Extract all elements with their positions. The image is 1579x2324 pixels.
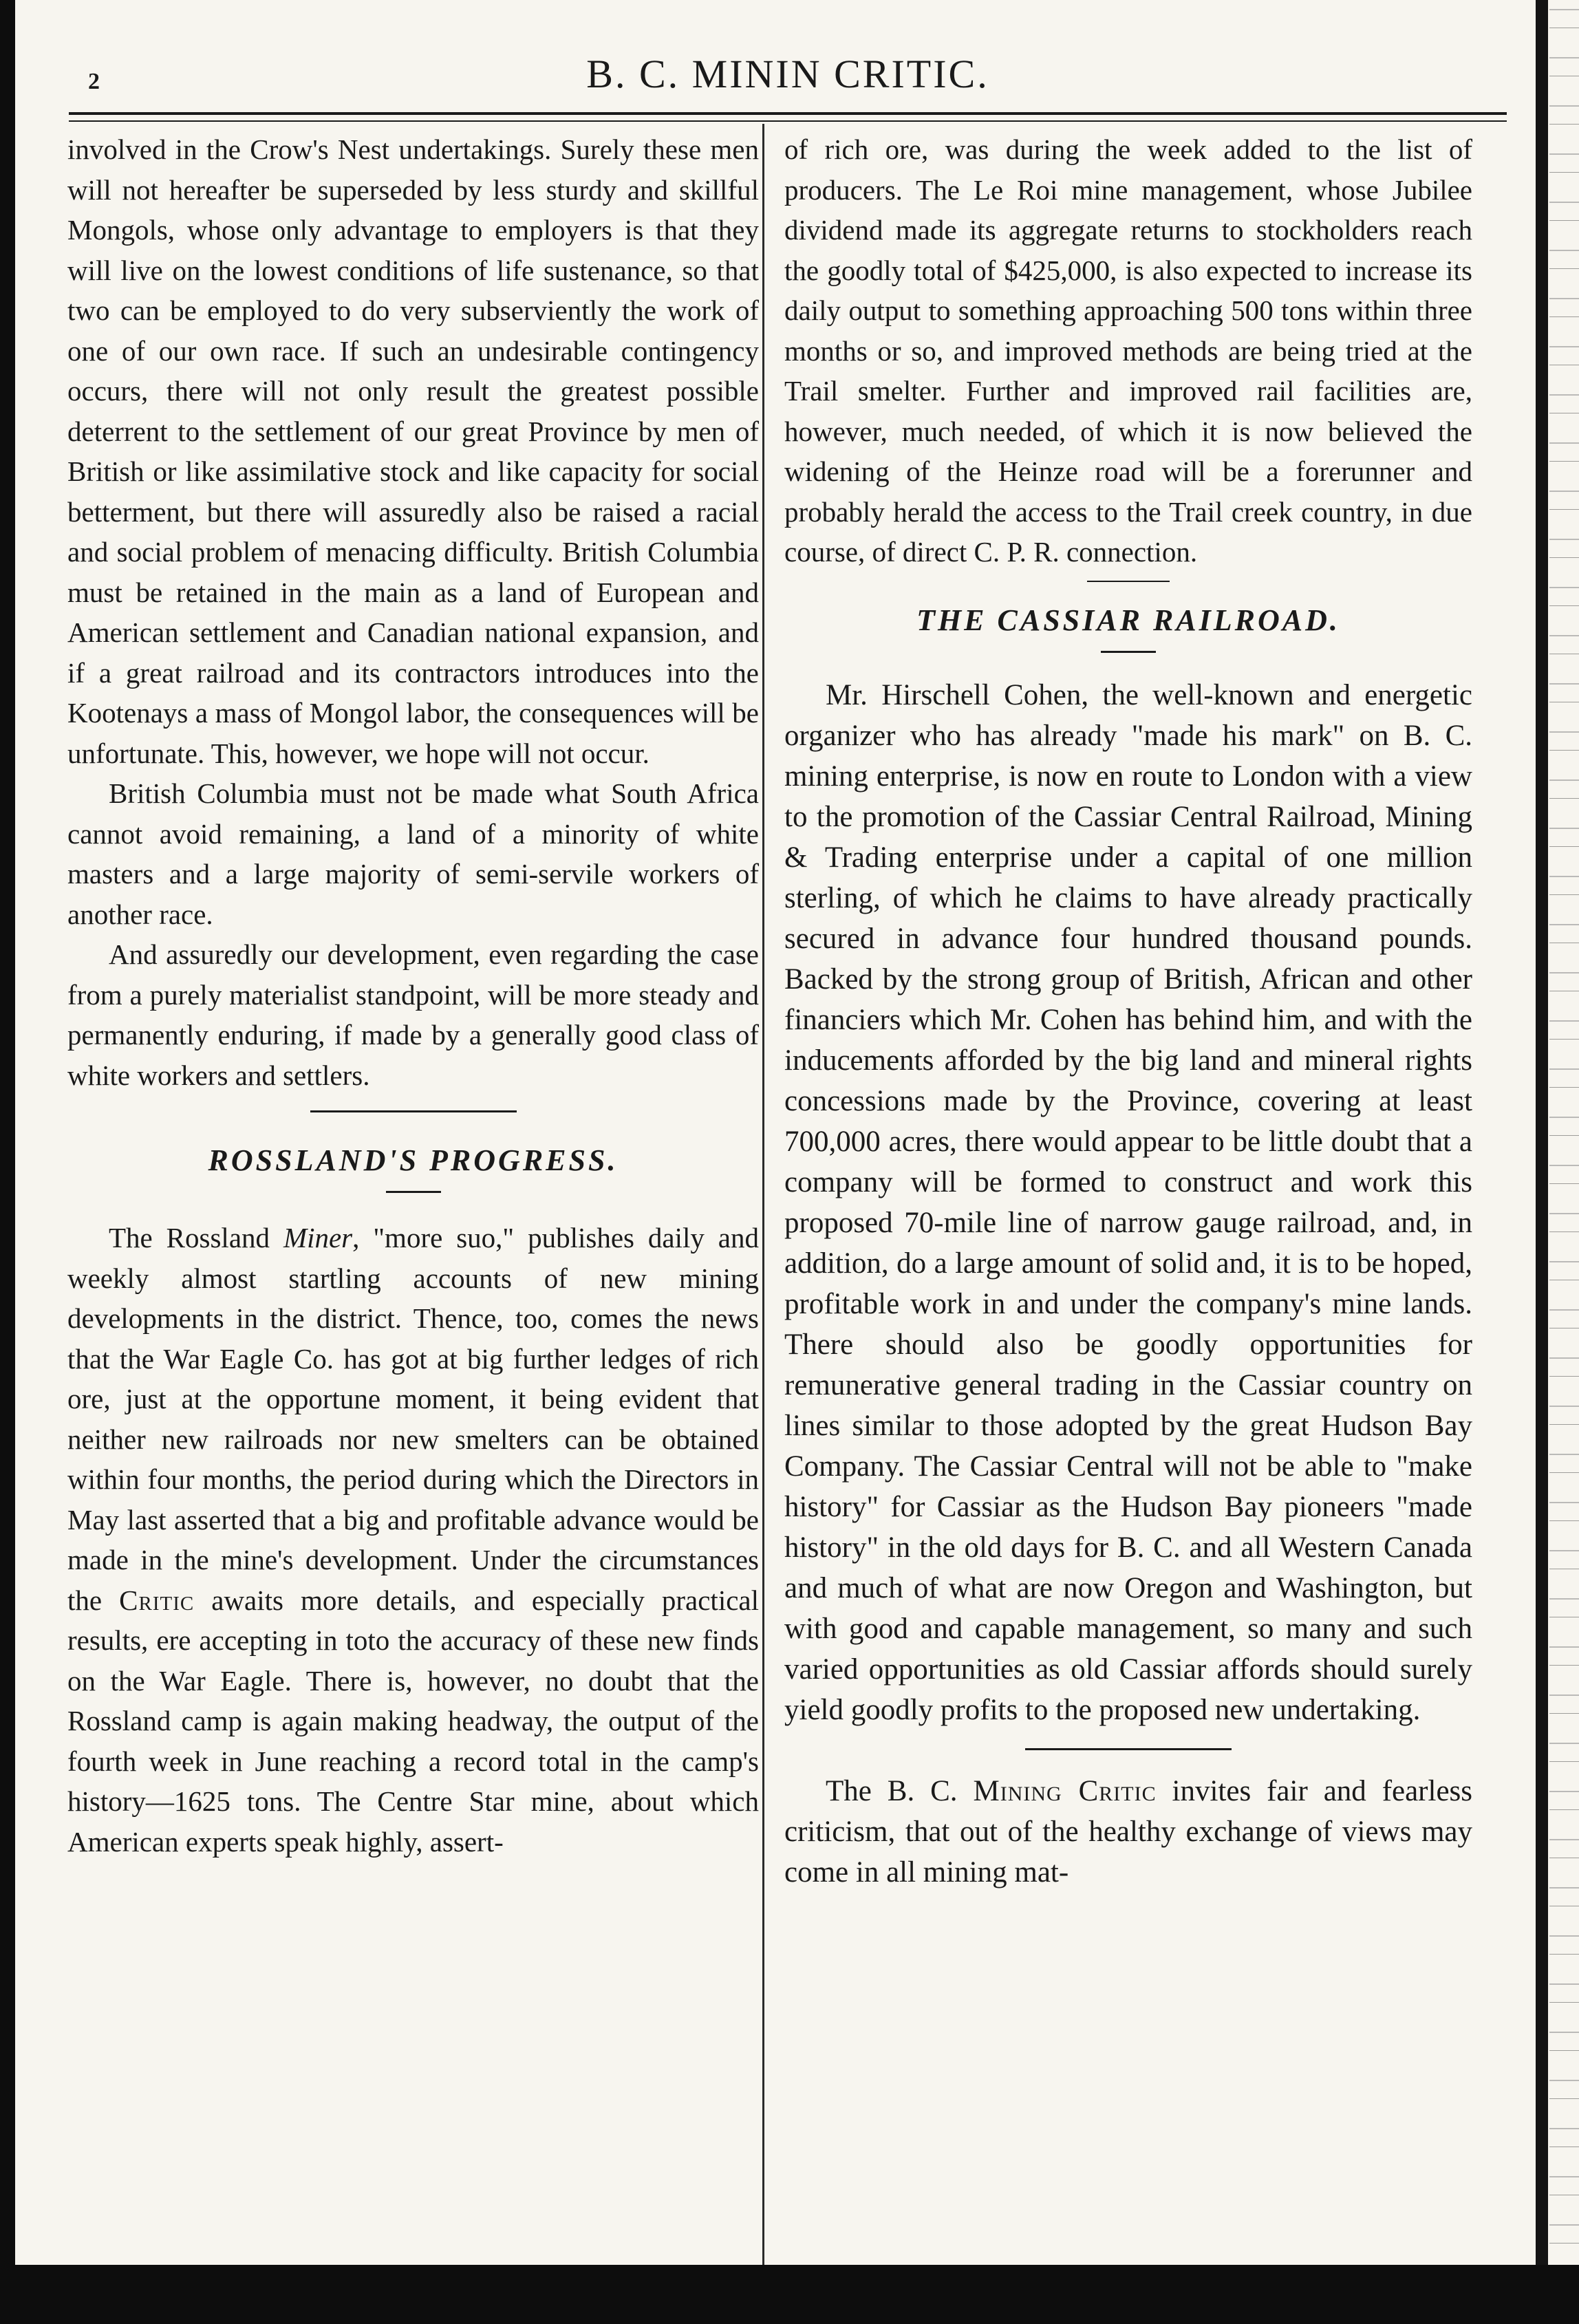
article-paragraph [67, 1218, 759, 1862]
publication-name: Mining Critic [973, 1774, 1157, 1807]
text-run: The Rossland [109, 1222, 283, 1254]
text-run: The B. C. [826, 1774, 974, 1807]
scan-edge-bottom [0, 2265, 1579, 2324]
article-paragraph: of rich ore, was during the week added to the list of producers. The Le Roi mine management, whose Jubilee dividend made its aggregate returns to stockholders reach the goodly total of $425,000, is also expected to increase its daily output to something approaching 500 tons within three months or so, and improved methods are being tried at the Trail smelter. Further and improved rail facilities are, however, much needed, of which it is now believed the widening of the Heinze road will be a forerunner and probably herald the access to the Trail creek country, in due course, of direct C. P. R. connection. [784, 133, 1472, 568]
section-divider [1025, 1748, 1232, 1750]
article-paragraph [784, 1771, 1472, 1893]
text-run: , "more suo," publishes daily and weekly almost startling accounts of new mining developments in the district. Thence, too, comes the news that the War Eagle Co. has got at big further ledges of rich ore, just at the opportune moment, it being evident that neither new railroads nor new smelters can be obtained within four months, the period during which the Directors in May last asserted that a big and profitable advance would be made in the mine's development. Under the circumstances the [67, 1222, 759, 1616]
heading-underline [386, 1191, 441, 1193]
newspaper-name: Miner [283, 1222, 353, 1254]
article-paragraph: involved in the Crow's Nest undertakings. Surely these men will not hereafter be superseded by less sturdy and skillful Mongols, whose only advantage to employers is that they will live on the lowest conditions of life sustenance, so that two can be employed to do very subserviently the work of one of our own race. If such an undesirable contingency occurs, there will not only result the greatest possible deterrent to the settlement of our great Province by men of British or like assimilative stock and like capacity for social betterment, but there will assuredly also be raised a racial and social problem of menacing difficulty. British Columbia must be retained in the main as a land of European and American settlement and Canadian national expansion, and if a great railroad and its contractors introduces into the Kootenays a mass of Mongol labor, the consequences will be unfortunate. This, however, we hope will not occur. [67, 133, 759, 769]
section-divider [1087, 581, 1170, 582]
text-run: invites fair and fearless criticism, that out of the healthy exchange of views may come in all mining mat- [784, 1774, 1472, 1889]
scan-edge-left [0, 0, 15, 2324]
masthead-title: B. C. MININ CRITIC. [586, 52, 989, 96]
right-column [784, 129, 1472, 1893]
left-column [67, 129, 759, 1862]
section-heading-rossland: ROSSLAND'S PROGRESS. [208, 1143, 619, 1177]
header-rule-thin [69, 120, 1507, 122]
article-paragraph: And assuredly our development, even regarding the case from a purely materialist standpoint, will be more steady and permanently enduring, if made by a generally good class of white workers and settlers. [67, 938, 759, 1091]
section-heading-cassiar: THE CASSIAR RAILROAD. [916, 603, 1340, 637]
column-divider [762, 124, 764, 2265]
scan-edge-right [1536, 0, 1548, 2324]
page-number: 2 [88, 69, 100, 94]
section-divider [310, 1110, 517, 1112]
page-header [69, 43, 1507, 105]
publication-name: Critic [119, 1584, 195, 1616]
article-paragraph: Mr. Hirschell Cohen, the well-known and energetic organizer who has already "made his mark" on B. C. mining enterprise, is now en route to London with a view to the promotion of the Cassiar Central Railroad, Mining & Trading enterprise under a capital of one million sterling, of which he claims to have already practically secured in advance four hundred thousand pounds. Backed by the strong group of British, African and other financiers which Mr. Cohen has behind him, and with the inducements afforded by the big land and mineral rights concessions made by the Province, covering at least 700,000 acres, there would appear to be little doubt that a company will be formed to construct and work this proposed 70-mile line of narrow gauge railroad, and, in addition, do a large amount of solid and, it is to be hoped, profitable work in and under the company's mine lands. There should also be goodly opportunities for remunerative general trading in the Cassiar country on lines similar to those adopted by the great Hudson Bay Company. The Cassiar Central will not be able to "make history" for Cassiar as the Hudson Bay pioneers "made history" in the old days for B. C. and all Western Canada and much of what are now Oregon and Washington, but with good and capable management, so many and such varied opportunities as old Cassiar affords should surely yield goodly profits to the proposed new undertaking. [784, 678, 1472, 1726]
heading-underline [1101, 651, 1156, 653]
header-rule-thick [69, 112, 1507, 115]
article-paragraph: British Columbia must not be made what South Africa cannot avoid remaining, a land of a minority of white masters and a large majority of semi-servile workers of another race. [67, 777, 759, 930]
scan-margin-noise [1549, 0, 1579, 2324]
text-run: awaits more details, and especially practical results, ere accepting in toto the accuracy of these new finds on the War Eagle. There is, however, no doubt that the Rossland camp is again making headway, the output of the fourth week in June reaching a record total in the camp's history—1625 tons. The Centre Star mine, about which American experts speak highly, assert- [67, 1584, 759, 1858]
